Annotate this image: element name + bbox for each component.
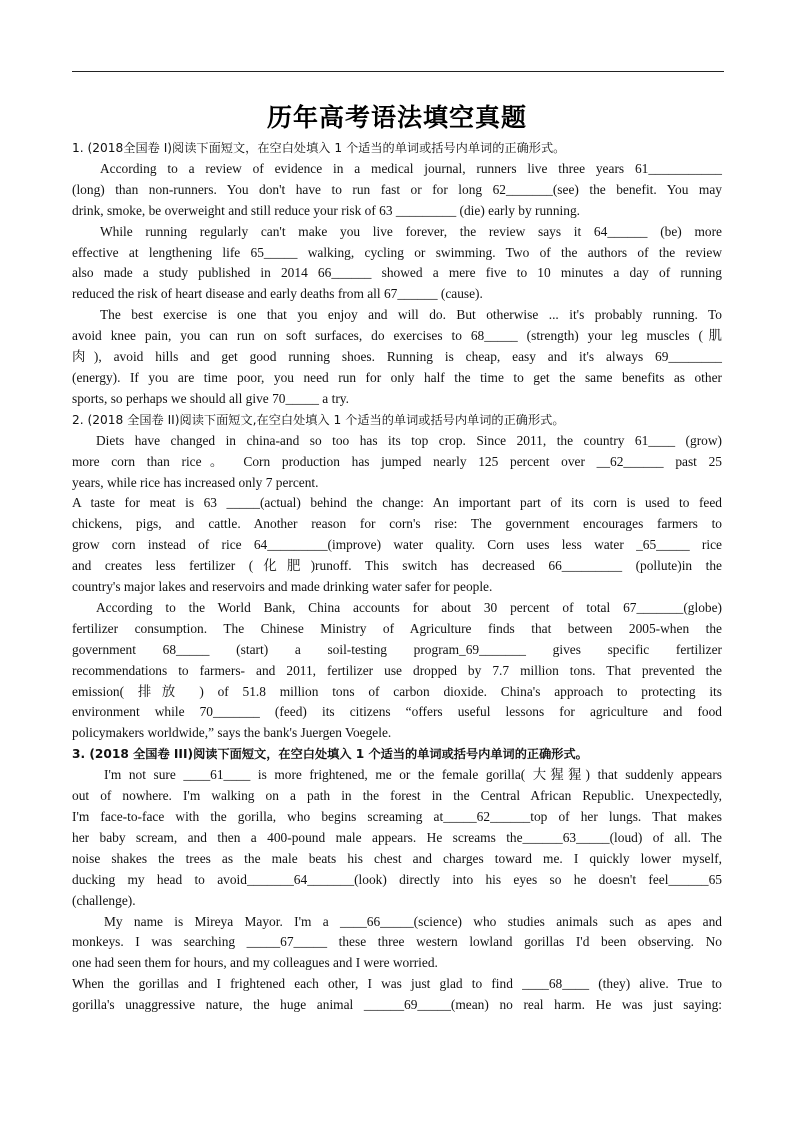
section-1-heading: 1. (2018全国卷 I)阅读下面短文，在空白处填入 1 个适当的单词或括号内单词的正确形式。 [72,141,566,155]
s2-line-6: grow corn instead of rice 64_________(improve) water quality. Corn uses less water _65_____ rice [72,537,722,553]
s2-line-9: According to the World Bank, China accounts for about 30 percent of total 67_______(globe) [96,599,722,615]
s2-line-7: and creates less fertilizer (化肥)runoff. This switch has decreased 66_________ (pollute)in the [72,558,722,574]
s1-line-6: also made a study published in 2014 66______ showed a mere five to 10 minutes a day of running [72,265,722,281]
s1-line-1: According to a review of evidence in a medical journal, runners live three years 61___________ [100,160,722,176]
s2-line-11: government 68_____ (start) a soil-testing program_69_______ gives specific fertilizer [72,641,722,657]
s1-line-10: 肉), avoid hills and get good running shoes. Running is cheap, easy and it's always 69________ [72,349,722,365]
s2-line-15: policymakers worldwide,” says the bank's Juergen Voegele. [72,725,392,741]
s3-line-12: gorilla's unaggressive nature, the huge animal ______69_____(mean) no real harm. He was just saying: [72,997,722,1013]
page-title: 历年高考语法填空真题 [266,103,527,132]
s3-line-9: monkeys. I was searching _____67_____ these three western lowland gorillas I'd been observing. No [72,934,722,950]
s2-line-5: chickens, pigs, and cattle. Another reason for corn's rise: The government encourages farmers to [72,516,722,532]
s1-line-3: drink, smoke, be overweight and still reduce your risk of 63 _________ (die) early by running. [72,202,580,218]
s1-line-8: The best exercise is one that you enjoy and will do. But otherwise ... it's probably running. To [100,307,722,323]
s1-line-4: While running regularly can't make you live forever, the review says it 64______ (be) more [100,223,722,239]
s3-line-10: one had seen them for hours, and my colleagues and I were worried. [72,955,438,971]
document-body [72,138,722,1016]
s2-line-8: country's major lakes and reservoirs and made drinking water safer for people. [72,579,493,595]
s3-line-4: her baby scream, and then a 400-pound male appears. He screams the______63_____(loud) of all. The [72,829,722,845]
s1-line-9: avoid knee pain, you can run on soft surfaces, do exercises to 68_____ (strength) your leg muscles (肌 [72,328,722,344]
s3-line-2: out of nowhere. I'm walking on a path in the forest in the Central African Republic. Unexpectedly, [72,788,722,804]
s2-line-4: A taste for meat is 63 _____(actual) behind the change: An important part of its corn is used to feed [72,495,722,511]
s3-line-6: ducking my head to avoid_______64_______(look) directly into his eyes so he doesn't feel______65 [72,871,722,887]
s2-line-10: fertilizer consumption. The Chinese Ministry of Agriculture finds that between 2005-when the [72,620,722,636]
s2-line-1: Diets have changed in china-and so too has its top crop. Since 2011, the country 61____ (grow) [96,432,722,448]
s3-line-5: noise shakes the trees as the male beats his chest and charges toward me. I quickly lower myself, [72,850,722,866]
section-2-heading: 2. (2018 全国卷 II)阅读下面短文,在空白处填入 1 个适当的单词或括号内单词的正确形式。 [72,412,565,427]
s1-line-5: effective at lengthening life 65_____ walking, cycling or swimming. Two of the authors of the review [72,244,722,260]
s2-line-12: recommendations to farmers- and 2011, fertilizer use dropped by 7.7 million tons. That prevented the [72,662,722,678]
s3-line-7: (challenge). [72,892,136,908]
header-rule [72,71,724,72]
s2-line-14: environment while 70_______ (feed) its citizens “offers useful lessons for agriculture and food [72,704,722,720]
s3-line-11: When the gorillas and I frightened each other, I was just glad to find ____68____ (they) alive. True to [72,976,722,992]
s1-line-12: sports, so perhaps we should all give 70_____ a try. [72,390,349,406]
s2-line-2: more corn than rice。 Corn production has jumped nearly 125 percent over __62______ past 25 [72,453,722,469]
s1-line-2: (long) than non-runners. You don't have to run fast or for long 62_______(see) the benefit. You may [72,181,722,197]
s2-line-13: emission( 排放 ) of 51.8 million tons of carbon dioxide. China's approach to protecting its [72,683,722,699]
s2-line-3: years, while rice has increased only 7 percent. [72,474,319,490]
section-3-heading: 3. (2018 全国卷 III)阅读下面短文，在空白处填入 1 个适当的单词或括号内单词的正确形式。 [72,747,588,762]
s3-line-8: My name is Mireya Mayor. I'm a ____66_____(science) who studies animals such as apes and [104,913,722,929]
s3-line-3: I'm face-to-face with the gorilla, who begins screaming at_____62______top of her lungs. That makes [72,809,722,824]
s3-line-1: I'm not sure ____61____ is more frightened, me or the female gorilla( 大猩猩) that suddenly appears [104,767,722,783]
s1-line-7: reduced the risk of heart disease and early deaths from all 67______ (cause). [72,286,483,302]
s1-line-11: (energy). If you are time poor, you need run for only half the time to get the same benefits as other [72,369,722,385]
